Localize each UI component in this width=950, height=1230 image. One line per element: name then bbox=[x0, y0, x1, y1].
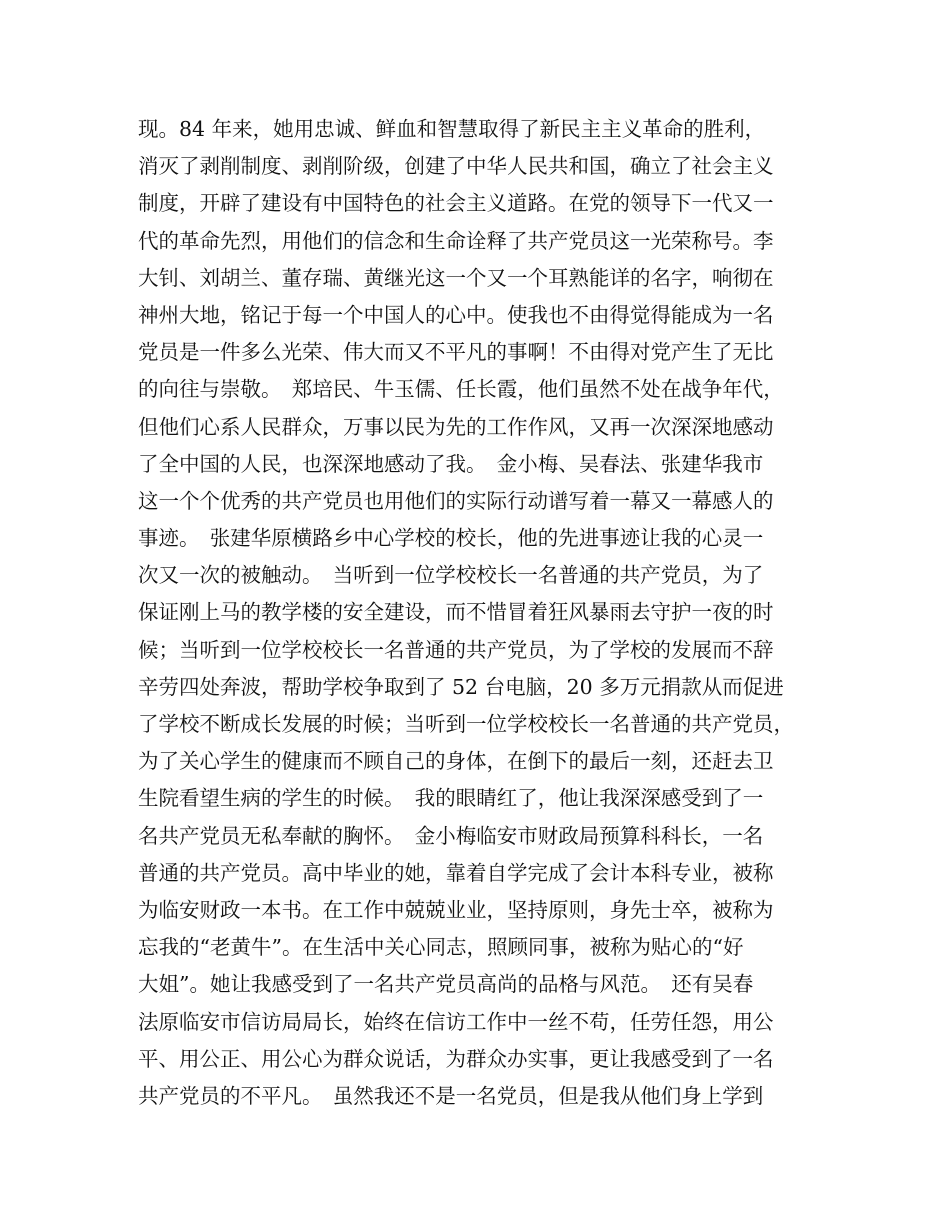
text-line: 名共产党员无私奉献的胸怀。 金小梅临安市财政局预算科科长，一名 bbox=[138, 823, 764, 848]
text-line: 次又一次的被触动。 当听到一位学校校长一名普通的共产党员，为了 bbox=[138, 563, 764, 588]
text-line: 消灭了剥削制度、剥削阶级，创建了中华人民共和国，确立了社会主义 bbox=[138, 154, 774, 179]
text-line: 制度，开辟了建设有中国特色的社会主义道路。在党的领导下一代又一 bbox=[138, 191, 774, 216]
text-line: 了学校不断成长发展的时候；当听到一位学校校长一名普通的共产党员， bbox=[138, 712, 794, 736]
text-line: 了全中国的人民，也深深地感动了我。 金小梅、吴春法、张建华我市 bbox=[138, 451, 764, 476]
text-line: 辛劳四处奔波，帮助学校争取到了 52 台电脑，20 多万元捐款从而促进 bbox=[138, 674, 784, 699]
text-line: 现。84 年来，她用忠诚、鲜血和智慧取得了新民主主义革命的胜利， bbox=[138, 117, 766, 141]
text-line: 大姐”。她让我感受到了一名共产党员高尚的品格与风范。 还有吴春 bbox=[138, 972, 754, 997]
text-line: 为了关心学生的健康而不顾自己的身体，在倒下的最后一刻，还赶去卫 bbox=[138, 749, 774, 774]
text-line: 平、用公正、用公心为群众说话，为群众办实事，更让我感受到了一名 bbox=[138, 1046, 774, 1071]
body-text bbox=[138, 111, 828, 1115]
text-line: 普通的共产党员。高中毕业的她，靠着自学完成了会计本科专业，被称 bbox=[138, 860, 774, 885]
text-line: 共产党员的不平凡。 虽然我还不是一名党员，但是我从他们身上学到 bbox=[138, 1083, 764, 1108]
text-line: 的向往与崇敬。 郑培民、牛玉儒、任长霞，他们虽然不处在战争年代， bbox=[138, 377, 784, 402]
text-line: 神州大地，铭记于每一个中国人的心中。使我也不由得觉得能成为一名 bbox=[138, 302, 774, 327]
text-line: 事迹。 张建华原横路乡中心学校的校长，他的先进事迹让我的心灵一 bbox=[138, 526, 764, 551]
text-line: 但他们心系人民群众，万事以民为先的工作作风，又再一次深深地感动 bbox=[138, 414, 774, 439]
text-line: 代的革命先烈，用他们的信念和生命诠释了共产党员这一光荣称号。李 bbox=[138, 228, 774, 253]
text-line: 生院看望生病的学生的时候。 我的眼睛红了，他让我深深感受到了一 bbox=[138, 786, 764, 811]
text-line: 党员是一件多么光荣、伟大而又不平凡的事啊！不由得对党产生了无比 bbox=[138, 340, 774, 365]
text-line: 候；当听到一位学校校长一名普通的共产党员，为了学校的发展而不辞 bbox=[138, 637, 774, 662]
text-line: 忘我的“老黄牛”。在生活中关心同志，照顾同事，被称为贴心的“好 bbox=[138, 935, 744, 960]
text-line: 大钊、刘胡兰、董存瑞、黄继光这一个又一个耳熟能详的名字，响彻在 bbox=[138, 265, 774, 290]
text-line: 保证刚上马的教学楼的安全建设，而不惜冒着狂风暴雨去守护一夜的时 bbox=[138, 600, 774, 625]
text-line: 这一个个优秀的共产党员也用他们的实际行动谱写着一幕又一幕感人的 bbox=[138, 488, 774, 513]
text-line: 法原临安市信访局局长，始终在信访工作中一丝不苟，任劳任怨，用公 bbox=[138, 1009, 774, 1034]
text-line: 为临安财政一本书。在工作中兢兢业业，坚持原则，身先士卒，被称为 bbox=[138, 897, 774, 922]
